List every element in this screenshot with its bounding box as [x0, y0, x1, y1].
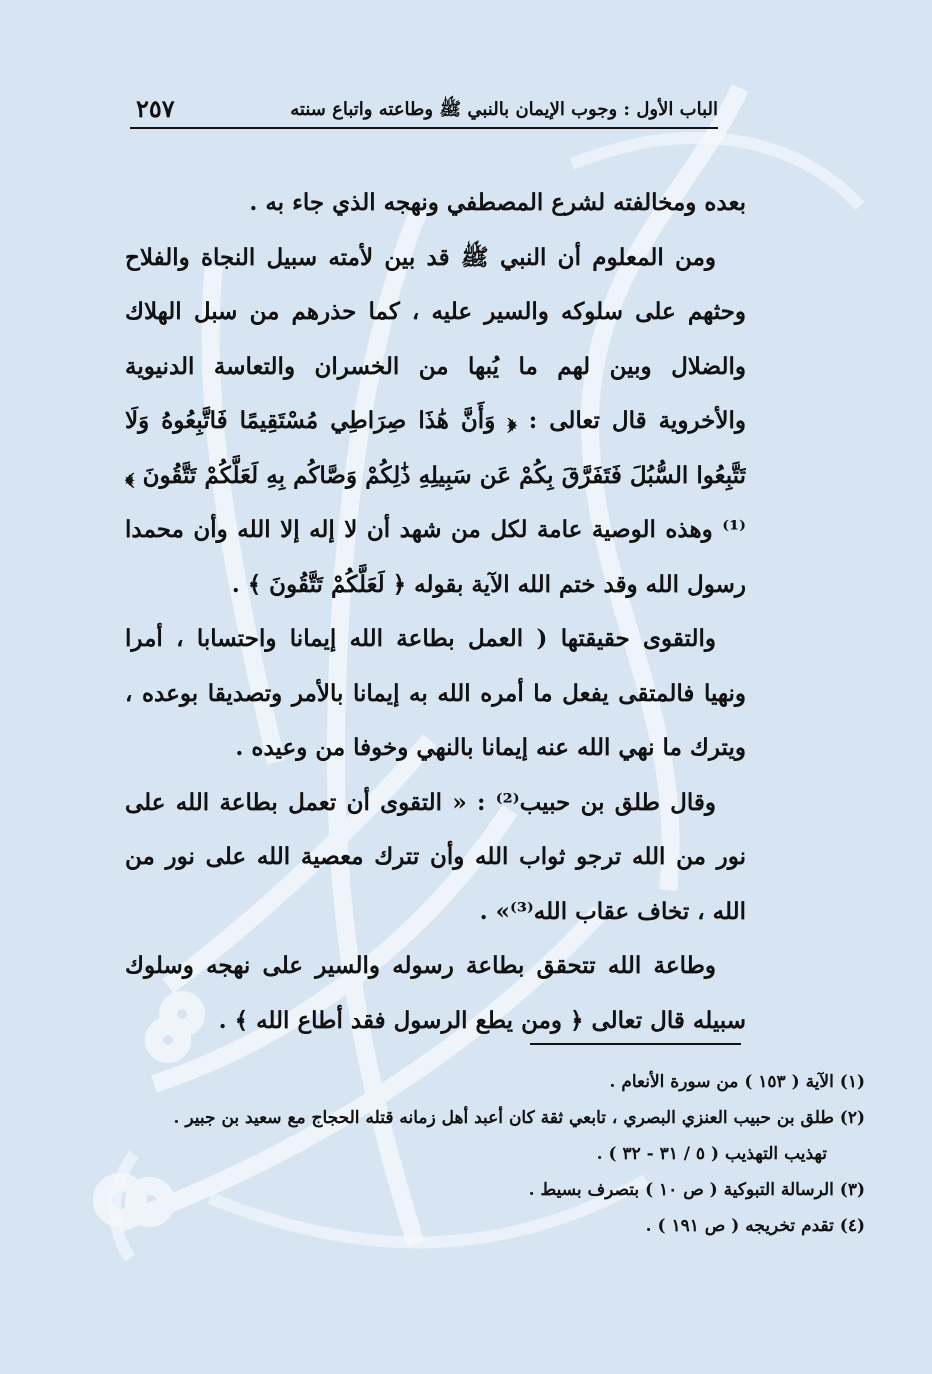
- paragraph-2: ومن المعلوم أن النبي ﷺ قد بين لأمته سبيل النجاة والفلاح وحثهم على سلوكه والسير عليه ، كما حذرهم من سبل الهلاك والضلال وبين لهم ما يُبها من الخسران والتعاسة الدنيوية والأخروية قال تعالى : ﴿ وَأَنَّ هَٰذَا صِرَاطِي مُسْتَقِيمًا فَاتَّبِعُوهُ وَلَا تَتَّبِعُوا السُّبُلَ فَتَفَرَّقَ بِكُمْ عَن سَبِيلِهِ ذَٰلِكُمْ وَصَّاكُم بِهِ لَعَلَّكُمْ تَتَّقُونَ ﴾⁽¹⁾ وهذه الوصية عامة لكل من شهد أن لا إله إلا الله وأن محمدا رسول الله وقد ختم الله الآية بقوله ﴿ لَعَلَّكُمْ تَتَّقُونَ ﴾ .: [125, 243, 746, 598]
- header-rule: [130, 127, 718, 129]
- footnote-3: (٣) الرسالة التبوكية ( ص ١٠ ) بتصرف بسيط .: [528, 1180, 865, 1200]
- footnote-1: (١) الآية ( ١٥٣ ) من سورة الأنعام .: [609, 1072, 865, 1092]
- footnote-2: (٢) طلق بن حبيب العنزي البصري ، تابعي ثقة كان أعبد أهل زمانه قتله الحجاج مع سعيد بن جبير .: [173, 1108, 865, 1128]
- paragraph-5: وطاعة الله تتحقق بطاعة رسوله والسير على نهجه وسلوك سبيله قال تعالى ﴿ ومن يطع الرسول فقد أطاع الله ﴾ .: [125, 952, 746, 1034]
- footnote-rule: [530, 1043, 741, 1045]
- main-text: [125, 176, 746, 1036]
- footnotes: [128, 1064, 865, 1244]
- paragraph-3: والتقوى حقيقتها ( العمل بطاعة الله إيمانا واحتسابا ، أمرا ونهيا فالمتقى يفعل ما أمره الله به إيمانا بالأمر وتصديقا بوعده ، ويترك ما نهي الله عنه إيمانا بالنهي وخوفا من وعيده .: [125, 625, 746, 761]
- footnote-2-continuation: تهذيب التهذيب ( ٥ / ٣١ - ٣٢ ) .: [596, 1144, 827, 1164]
- running-title: الباب الأول : وجوب الإيمان بالنبي ﷺ وطاعته واتباع سنته: [290, 99, 718, 120]
- paragraph-4: وقال طلق بن حبيب⁽²⁾ : « التقوى أن تعمل بطاعة الله على نور من الله ترجو ثواب الله وأن تترك معصية الله على نور من الله ، تخاف عقاب الله⁽³⁾» .: [125, 788, 746, 925]
- page-number: ٢٥٧: [136, 94, 175, 123]
- page-header: [130, 94, 718, 128]
- footnote-4: (٤) تقدم تخريجه ( ص ١٩١ ) .: [645, 1216, 865, 1236]
- paragraph-1: بعده ومخالفته لشرع المصطفي ونهجه الذي جاء به .: [249, 189, 746, 216]
